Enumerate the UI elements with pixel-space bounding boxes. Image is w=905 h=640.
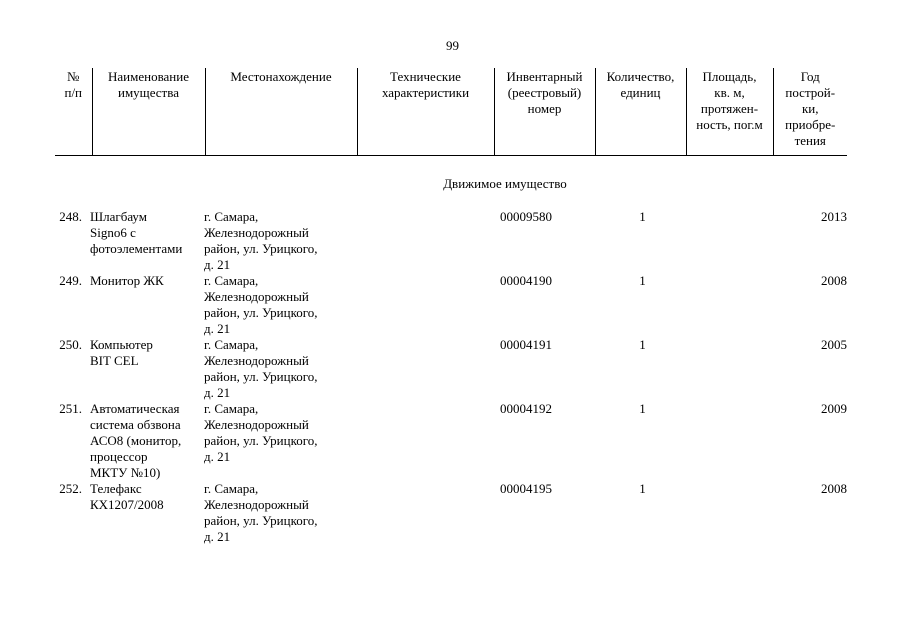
row-year-text: 2009 [821,401,847,416]
row-area [688,401,775,481]
row-quantity [597,337,688,401]
row-area [688,481,775,545]
header-quantity: Количество, единиц [595,68,686,156]
header-location: Местонахождение [205,68,357,156]
table-row [55,337,847,401]
row-location-text: г. Самара, Железнодорожный район, ул. Урицкого, д. 21 [204,481,318,544]
row-area [688,273,775,337]
row-number-text: 250. [59,337,82,352]
row-year [775,209,847,273]
header-number: № п/п [55,68,92,156]
row-name [82,401,198,481]
row-location-text: г. Самара, Железнодорожный район, ул. Урицкого, д. 21 [204,273,318,336]
row-inventory-text: 00004192 [500,401,552,416]
row-location [198,481,348,545]
table-row [55,401,847,481]
row-quantity [597,401,688,481]
row-tech [348,273,494,337]
row-number-text: 251. [59,401,82,416]
row-number [55,273,82,337]
header-inventory: Инвентарный (реестровый) номер [494,68,595,156]
row-name-text: Компьютер BIT CEL [90,337,153,368]
row-name [82,481,198,545]
row-number [55,337,82,401]
row-location [198,337,348,401]
row-year [775,273,847,337]
row-tech [348,209,494,273]
row-quantity-text: 1 [639,273,646,288]
table-row [55,209,847,273]
page-number: 99 [446,38,459,53]
row-area [688,209,775,273]
row-number [55,401,82,481]
row-number-text: 248. [59,209,82,224]
row-area [688,337,775,401]
row-number-text: 252. [59,481,82,496]
row-quantity [597,481,688,545]
row-inventory [494,337,597,401]
row-inventory [494,273,597,337]
header-name: Наименование имущества [92,68,205,156]
table-row [55,273,847,337]
row-year-text: 2008 [821,273,847,288]
row-number [55,481,82,545]
row-location [198,273,348,337]
row-quantity [597,209,688,273]
row-location-text: г. Самара, Железнодорожный район, ул. Урицкого, д. 21 [204,337,318,400]
row-number [55,209,82,273]
row-inventory [494,481,597,545]
row-year-text: 2005 [821,337,847,352]
row-year-text: 2008 [821,481,847,496]
row-tech [348,481,494,545]
row-year-text: 2013 [821,209,847,224]
row-tech [348,401,494,481]
row-number-text: 249. [59,273,82,288]
row-name [82,273,198,337]
row-tech [348,337,494,401]
row-inventory-text: 00004190 [500,273,552,288]
section-title: Движимое имущество [443,176,567,191]
table-header [55,68,847,156]
header-area: Площадь, кв. м, протяжен- ность, пог.м [686,68,773,156]
row-year [775,401,847,481]
row-inventory [494,401,597,481]
row-location-text: г. Самара, Железнодорожный район, ул. Урицкого, д. 21 [204,209,318,272]
row-inventory-text: 00009580 [500,209,552,224]
row-name [82,209,198,273]
row-location-text: г. Самара, Железнодорожный район, ул. Урицкого, д. 21 [204,401,318,464]
row-year [775,481,847,545]
row-name-text: Шлагбаум Signo6 с фотоэлементами [90,209,183,256]
table-row [55,481,847,545]
row-location [198,209,348,273]
row-name-text: Телефакс КХ1207/2008 [90,481,164,512]
row-inventory-text: 00004191 [500,337,552,352]
row-name-text: Монитор ЖК [90,273,164,288]
row-year [775,337,847,401]
row-quantity-text: 1 [639,401,646,416]
row-quantity-text: 1 [639,481,646,496]
row-location [198,401,348,481]
row-inventory [494,209,597,273]
row-quantity-text: 1 [639,209,646,224]
property-table [55,209,847,545]
row-quantity-text: 1 [639,337,646,352]
row-name-text: Автоматическая система обзвона АСО8 (монитор, процессор МКТУ №10) [90,401,182,480]
header-year: Год построй- ки, приобре- тения [773,68,847,156]
row-quantity [597,273,688,337]
row-name [82,337,198,401]
row-inventory-text: 00004195 [500,481,552,496]
header-tech: Технические характеристики [357,68,494,156]
